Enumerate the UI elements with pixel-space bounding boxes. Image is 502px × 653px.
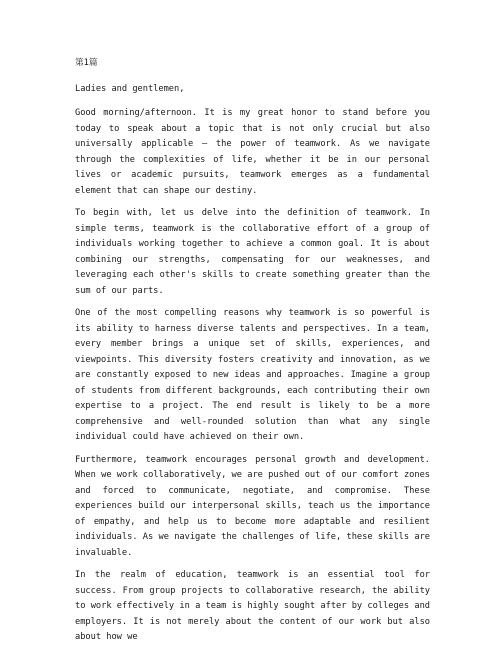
paragraph-education: In the realm of education, teamwork is an essential tool for success. From group projects to collaborative research, the ability to work effectively in a team is highly sought after by colleges and employers. It is not merely about the content of our work but also about how we — [75, 570, 430, 642]
document-body — [75, 56, 430, 653]
paragraph-personal-growth: Furthermore, teamwork encourages personal growth and development. When we work collaboratively, we are pushed out of our comfort zones and forced to communicate, negotiate, and compromise. These experiences build our interpersonal skills, teach us the importance of empathy, and help us to become more adaptable and resilient individuals. As we navigate the challenges of life, these skills are invaluable. — [75, 454, 430, 558]
paragraph-diversity: One of the most compelling reasons why teamwork is so powerful is its ability to harness diverse talents and perspectives. In a team, every member brings a unique set of skills, experiences, and viewpoints. This diversity fosters creativity and innovation, as we are constantly exposed to new ideas and approaches. Imagine a group of students from different backgrounds, each contributing their own expertise to a project. The end result is likely to be a more comprehensive and well-rounded solution than what any single individual could have achieved on their own. — [75, 308, 430, 442]
section-heading: 第1篇 — [75, 58, 98, 68]
paragraph-definition: To begin with, let us delve into the definition of teamwork. In simple terms, teamwork is the collaborative effort of a group of individuals working together to achieve a common goal. It is about combining our strengths, compensating for our weaknesses, and leveraging each other's skills to create something greater than the sum of our parts. — [75, 208, 430, 296]
paragraph-greeting: Good morning/afternoon. It is my great honor to stand before you today to speak about a topic that is not only crucial but also universally applicable – the power of teamwork. As we navigate through the complexities of life, whether it be in our personal lives or academic pursuits, teamwork emerges as a fundamental element that can shape our destiny. — [75, 108, 430, 196]
salutation: Ladies and gentlemen, — [75, 83, 185, 94]
